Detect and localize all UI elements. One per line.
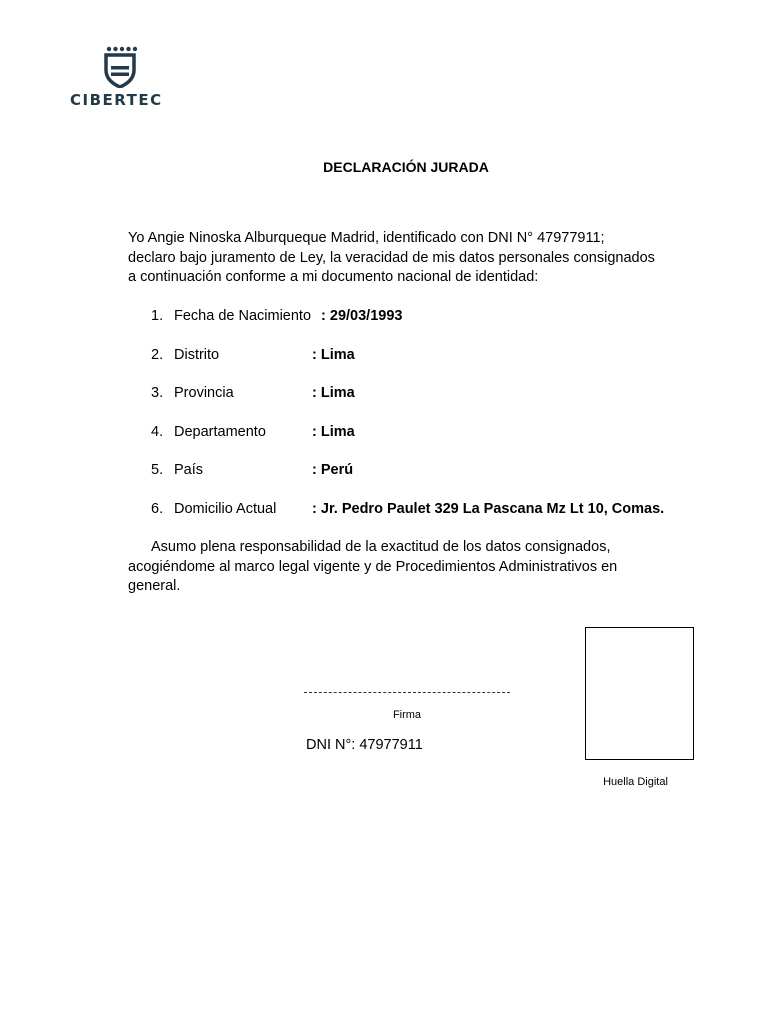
list-item xyxy=(151,460,354,480)
logo-wordmark: CIBERTEC xyxy=(70,91,163,109)
item-label: Departamento xyxy=(174,424,266,440)
item-separator: : xyxy=(312,462,317,478)
item-label: Distrito xyxy=(174,347,220,363)
item-label: Provincia xyxy=(174,385,234,401)
item-value: : Perú xyxy=(312,462,354,478)
item-value: : 29/03/1993 xyxy=(321,308,403,324)
shield-crown-icon xyxy=(102,46,138,88)
item-separator: : xyxy=(312,501,317,517)
item-value: : Lima xyxy=(312,424,355,440)
item-separator: : xyxy=(312,347,317,363)
intro-paragraph xyxy=(128,229,685,288)
item-value: : Lima xyxy=(312,347,355,363)
item-number: 4. xyxy=(151,424,164,440)
item-number: 5. xyxy=(151,462,164,478)
item-number: 2. xyxy=(151,347,164,363)
closing-paragraph xyxy=(128,538,685,597)
signature-line xyxy=(304,692,510,694)
item-label: Domicilio Actual xyxy=(174,501,277,517)
item-label: País xyxy=(174,462,204,478)
item-value: : Lima xyxy=(312,385,355,401)
item-separator: : xyxy=(312,385,317,401)
signature-dni: DNI N°: 47977911 xyxy=(306,737,423,753)
fingerprint-label: Huella Digital xyxy=(603,776,668,788)
item-number: 6. xyxy=(151,501,164,517)
intro-line-3: a continuación conforme a mi documento nacional de identidad: xyxy=(128,269,539,285)
item-separator: : xyxy=(321,308,326,324)
cibertec-logo xyxy=(66,40,174,112)
list-item xyxy=(151,345,355,365)
list-item xyxy=(151,499,665,519)
item-number: 1. xyxy=(151,308,164,324)
closing-line-1: Asumo plena responsabilidad de la exactitud de los datos consignados, xyxy=(151,539,611,555)
signature-label: Firma xyxy=(392,709,422,721)
list-item xyxy=(151,306,403,326)
intro-line-2: declaro bajo juramento de Ley, la veracidad de mis datos personales consignados xyxy=(128,249,655,266)
item-separator: : xyxy=(312,424,317,440)
list-item xyxy=(151,422,355,442)
closing-line-2: acogiéndome al marco legal vigente y de Procedimientos Administrativos en xyxy=(128,558,618,575)
document-title: DECLARACIÓN JURADA xyxy=(323,159,489,175)
item-number: 3. xyxy=(151,385,164,401)
item-value: : Jr. Pedro Paulet 329 La Pascana Mz Lt 10, Comas. xyxy=(312,501,665,517)
intro-line-1: Yo Angie Ninoska Alburqueque Madrid, identificado con DNI N° 47977911; xyxy=(128,230,605,246)
list-item xyxy=(151,383,355,403)
item-label: Fecha de Nacimiento xyxy=(174,308,312,324)
closing-line-3: general. xyxy=(128,578,181,594)
fingerprint-box xyxy=(585,627,694,760)
